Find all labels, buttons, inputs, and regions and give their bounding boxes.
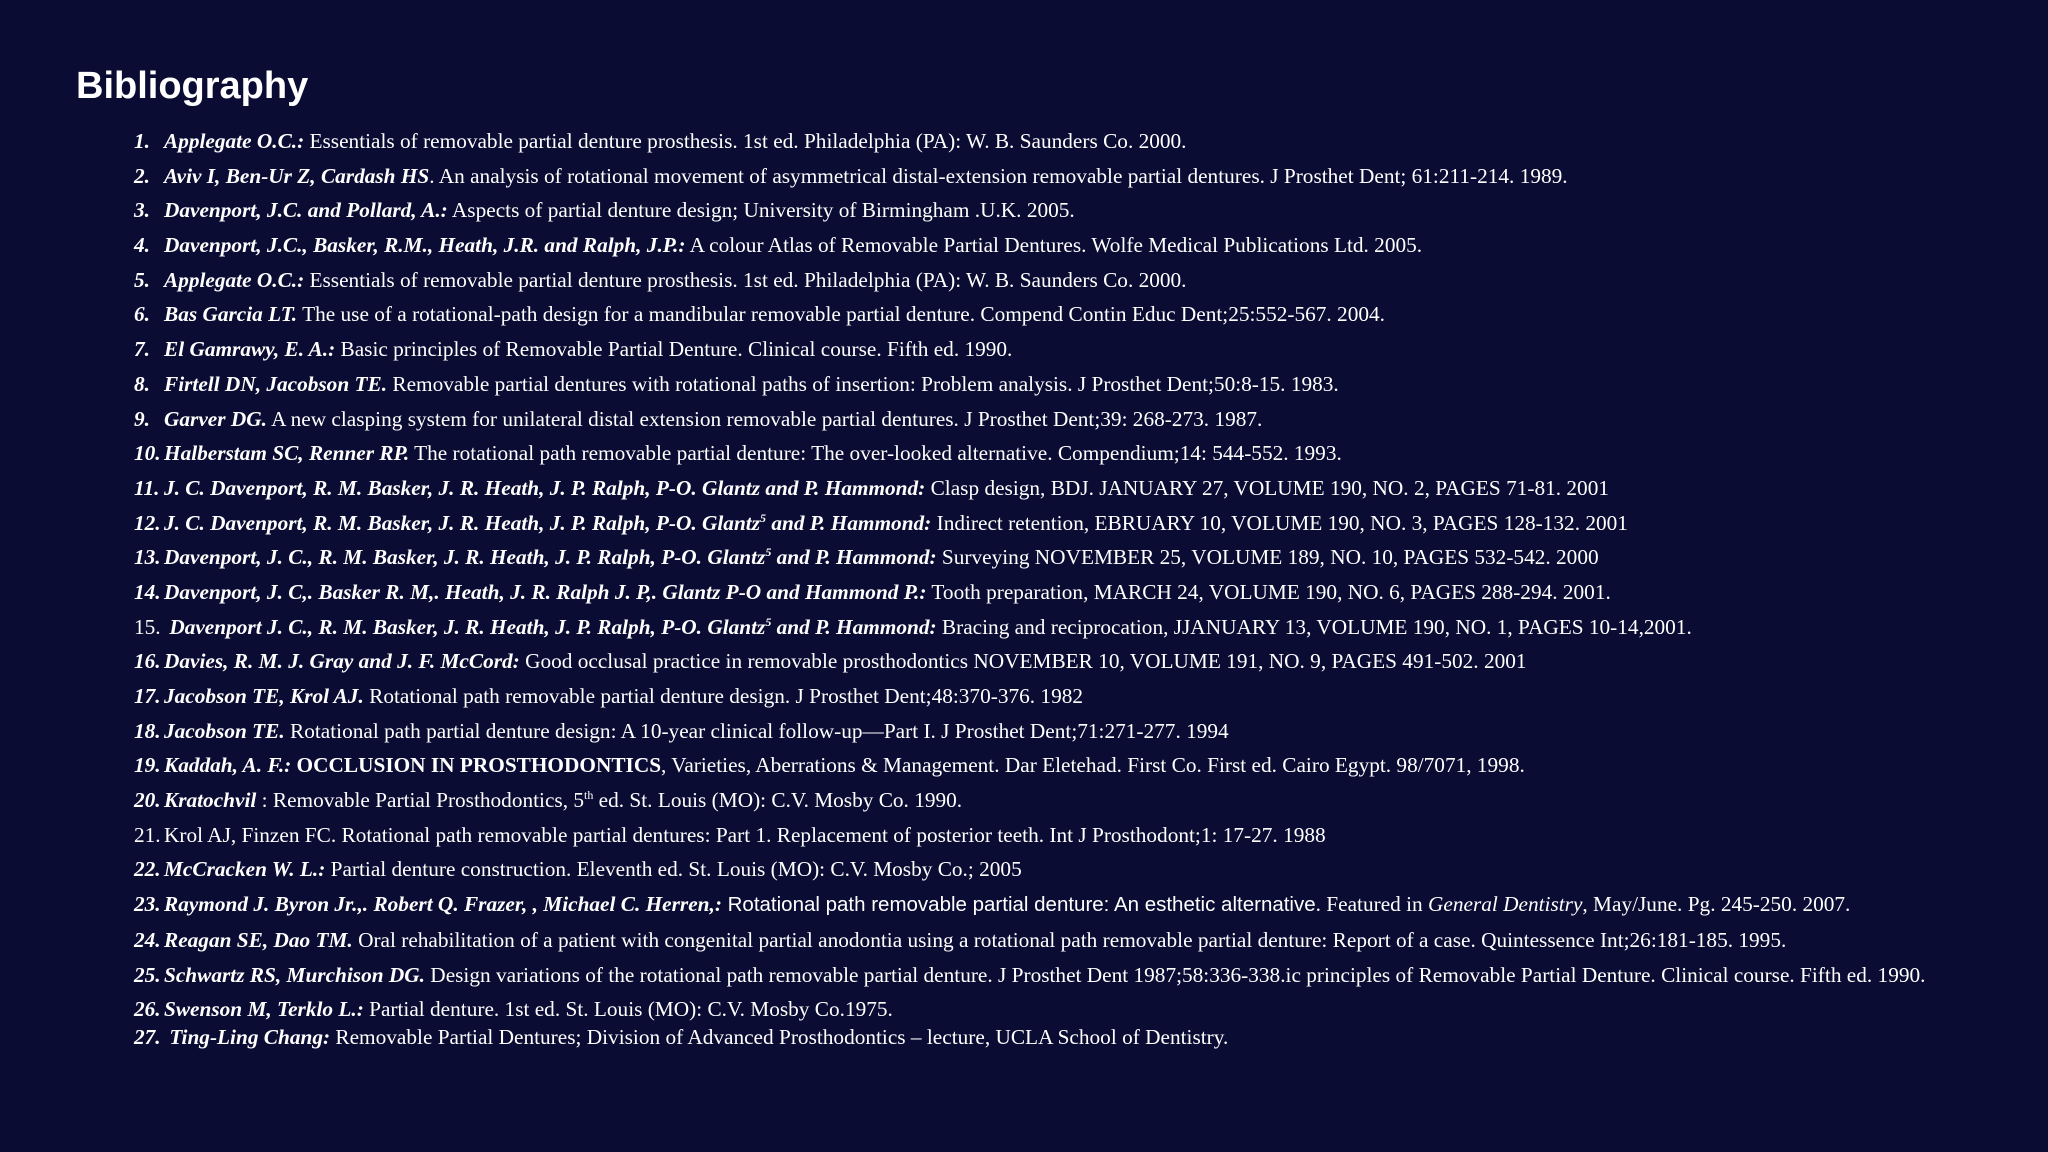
reference-number: 8. [134,371,150,396]
reference-description: Rotational path partial denture design: A 10-year clinical follow-up—Part I. J Prosthet Dent;71:271-277. 1994 [284,718,1229,743]
reference-item-14 [134,579,1934,605]
authors-part: and P. Hammond: [771,545,937,570]
reference-description-part: : Removable Partial Prosthodontics, 5 [256,788,584,813]
superscript: th [584,787,594,802]
authors-part: and P. Hammond: [766,510,932,535]
reference-description: Partial denture. 1st ed. St. Louis (MO): C.V. Mosby Co.1975. [363,997,893,1022]
reference-authors: Davenport, J. C,. Basker R. M,. Heath, J. R. Ralph J. P,. Glantz P-O and Hammond P.: [164,579,927,604]
reference-item-11 [134,475,1934,501]
reference-authors: Kaddah, A. F.: [164,753,292,778]
reference-item-6 [134,301,1934,327]
reference-description: Surveying NOVEMBER 25, VOLUME 189, NO. 10, PAGES 532-542. 2000 [936,545,1599,570]
reference-authors: Raymond J. Byron Jr.,. Robert Q. Frazer, , Michael C. Herren,: [164,892,722,917]
reference-item-3 [134,197,1934,223]
reference-list [134,128,1934,1059]
reference-description: Essentials of removable partial denture prosthesis. 1st ed. Philadelphia (PA): W. B. Saunders Co. 2000. [304,267,1187,292]
reference-item-19 [134,752,1934,778]
reference-item-8 [134,371,1934,397]
reference-description: Tooth preparation, MARCH 24, VOLUME 190, NO. 6, PAGES 288-294. 2001. [926,579,1611,604]
reference-number: 9. [134,406,150,431]
reference-description: , Varieties, Aberrations & Management. Dar Eletehad. First Co. First ed. Cairo Egypt. 98/7071, 1998. [661,753,1525,778]
reference-description: Basic principles of Removable Partial Denture. Clinical course. Fifth ed. 1990. [335,337,1013,362]
reference-number: 12. [134,510,161,535]
reference-item-9 [134,406,1934,432]
reference-authors: Firtell DN, Jacobson TE. [164,371,388,396]
reference-number: 21. [134,822,161,847]
reference-number: 16. [134,649,161,674]
reference-authors [164,511,931,535]
reference-journal: General Dentistry [1428,892,1583,917]
reference-item-22 [134,856,1934,882]
reference-item-21 [134,822,1934,848]
reference-description: Design variations of the rotational path removable partial denture. J Prosthet Dent 1987;58:336-338.ic principles of Removable Partial Denture. Clinical course. Fifth ed. 1990. [424,962,1926,987]
reference-description: A colour Atlas of Removable Partial Dentures. Wolfe Medical Publications Ltd. 2005. [685,233,1423,258]
superscript: 5 [765,614,772,629]
reference-description: ed. St. Louis (MO): C.V. Mosby Co. 1990. [593,788,963,813]
reference-article-title: Rotational path removable partial denture: An esthetic alternative [721,893,1316,917]
reference-authors: Garver DG. [164,406,267,431]
reference-authors [164,1025,330,1049]
reference-authors: Jacobson TE. [164,718,285,743]
superscript: 5 [765,545,772,560]
reference-authors: Schwartz RS, Murchison DG. [164,962,425,987]
page-title: Bibliography [76,65,309,107]
reference-item-2 [134,163,1934,189]
reference-description: Krol AJ, Finzen FC. Rotational path removable partial dentures: Part 1. Replacement of posterior teeth. Int J Prosthodont;1: 17-27. 1988 [164,822,1326,847]
reference-authors: Bas Garcia LT. [164,302,298,327]
reference-authors: Swenson M, Terklo L.: [164,997,364,1022]
reference-authors: Applegate O.C.: [164,129,305,153]
reference-authors: Reagan SE, Dao TM. [164,927,353,952]
reference-number: 26. [134,997,161,1022]
reference-item-17 [134,683,1934,709]
authors-part: J. C. Davenport, R. M. Basker, J. R. Heath, J. P. Ralph, P-O. Glantz [164,510,760,535]
reference-description: Good occlusal practice in removable prosthodontics NOVEMBER 10, VOLUME 191, NO. 9, PAGES 491-502. 2001 [519,649,1527,674]
reference-number: 22. [134,857,161,882]
reference-item-16 [134,648,1934,674]
reference-item-12 [134,510,1934,536]
reference-description: Removable partial dentures with rotational paths of insertion: Problem analysis. J Prosthet Dent;50:8-15. 1983. [387,371,1339,396]
reference-description: A new clasping system for unilateral distal extension removable partial dentures. J Prosthet Dent;39: 268-273. 1987. [266,406,1263,431]
reference-item-23 [134,891,1934,918]
reference-item-13 [134,544,1934,570]
reference-authors: Aviv I, Ben-Ur Z, Cardash HS [164,163,430,188]
reference-number: 17. [134,684,161,708]
reference-item-4 [134,232,1934,258]
reference-number: 18. [134,718,161,743]
reference-item-25 [134,962,1934,988]
reference-description: The use of a rotational-path design for a mandibular removable partial denture. Compend Contin Educ Dent;25:552-567. 2004. [297,302,1385,327]
reference-description: Partial denture construction. Eleventh ed. St. Louis (MO): C.V. Mosby Co.; 2005 [325,857,1022,882]
reference-authors: Applegate O.C.: [164,267,305,292]
reference-number: 15. [134,614,161,639]
reference-description: Essentials of removable partial denture prosthesis. 1st ed. Philadelphia (PA): W. B. Saunders Co. 2000. [304,129,1187,153]
reference-authors: Davies, R. M. J. Gray and J. F. McCord: [164,649,520,674]
reference-authors: Davenport, J.C. and Pollard, A.: [164,198,448,223]
reference-authors: J. C. Davenport, R. M. Basker, J. R. Heath, J. P. Ralph, P-O. Glantz and P. Hammond: [164,475,926,500]
reference-description: Clasp design, BDJ. JANUARY 27, VOLUME 190, NO. 2, PAGES 71-81. 2001 [925,475,1609,500]
reference-number: 1. [134,129,150,153]
reference-number: 24. [134,927,161,952]
authors-part: and P. Hammond: [771,614,937,639]
reference-description: Aspects of partial denture design; University of Birmingham .U.K. 2005. [447,198,1075,223]
authors-part: Ting-Ling Chang: [169,1025,331,1050]
authors-part: Davenport, J. C., R. M. Basker, J. R. Heath, J. P. Ralph, P-O. Glantz [164,545,766,570]
reference-number: 25. [134,962,161,987]
reference-number: 3. [134,198,150,223]
reference-number: 6. [134,302,150,327]
reference-description: . An analysis of rotational movement of asymmetrical distal-extension removable partial dentures. J Prosthet Dent; 61:211-214. 1989. [429,163,1568,188]
reference-authors: Halberstam SC, Renner RP. [164,441,410,466]
reference-item-15 [134,614,1934,640]
reference-authors: Jacobson TE, Krol AJ. [164,684,364,708]
reference-number: 4. [134,233,150,258]
reference-item-26 [134,996,1934,1022]
authors-part: Davenport J. C., R. M. Basker, J. R. Heath, J. P. Ralph, P-O. Glantz [169,614,766,639]
reference-number: 13. [134,545,161,570]
reference-authors: Kratochvil [164,788,257,813]
reference-item-7 [134,336,1934,362]
reference-authors [164,545,937,569]
reference-number: 27. [134,1025,161,1050]
reference-number: 14. [134,579,161,604]
reference-description: , May/June. Pg. 245-250. 2007. [1582,892,1851,917]
reference-book-title: OCCLUSION IN PROSTHODONTICS [291,753,662,778]
reference-description: The rotational path removable partial denture: The over-looked alternative. Compendium;14: 544-552. 1993. [409,441,1342,466]
reference-item-10 [134,440,1934,466]
reference-description: Bracing and reciprocation, JJANUARY 13, VOLUME 190, NO. 1, PAGES 10-14,2001. [936,614,1692,639]
reference-item-1 [134,128,1934,154]
superscript: 5 [760,510,766,525]
reference-item-18 [134,718,1934,744]
reference-item-27 [134,1024,1934,1050]
reference-item-20 [134,787,1934,813]
reference-authors: Davenport, J.C., Basker, R.M., Heath, J.R. and Ralph, J.P.: [164,233,686,258]
reference-description: Removable Partial Dentures; Division of Advanced Prosthodontics – lecture, UCLA School of Dentistry. [330,1025,1229,1050]
reference-authors: McCracken W. L.: [164,857,326,882]
reference-number: 10. [134,441,161,466]
reference-number: 5. [134,267,150,292]
reference-authors [164,615,937,639]
reference-description-part: . Featured in [1315,892,1429,917]
reference-number: 7. [134,337,150,362]
reference-authors: El Gamrawy, E. A.: [164,337,336,362]
reference-item-5 [134,267,1934,293]
reference-number: 11. [134,475,160,500]
reference-description: Oral rehabilitation of a patient with congenital partial anodontia using a rotational path removable partial denture: Report of a case. Quintessence Int;26:181-185. 1995. [352,927,1787,952]
reference-item-24 [134,927,1934,953]
reference-number: 20. [134,788,161,813]
reference-number: 23. [134,892,161,917]
reference-number: 2. [134,163,150,188]
reference-number: 19. [134,753,161,778]
reference-description: Indirect retention, EBRUARY 10, VOLUME 190, NO. 3, PAGES 128-132. 2001 [931,510,1628,535]
reference-description: Rotational path removable partial denture design. J Prosthet Dent;48:370-376. 1982 [363,684,1084,708]
